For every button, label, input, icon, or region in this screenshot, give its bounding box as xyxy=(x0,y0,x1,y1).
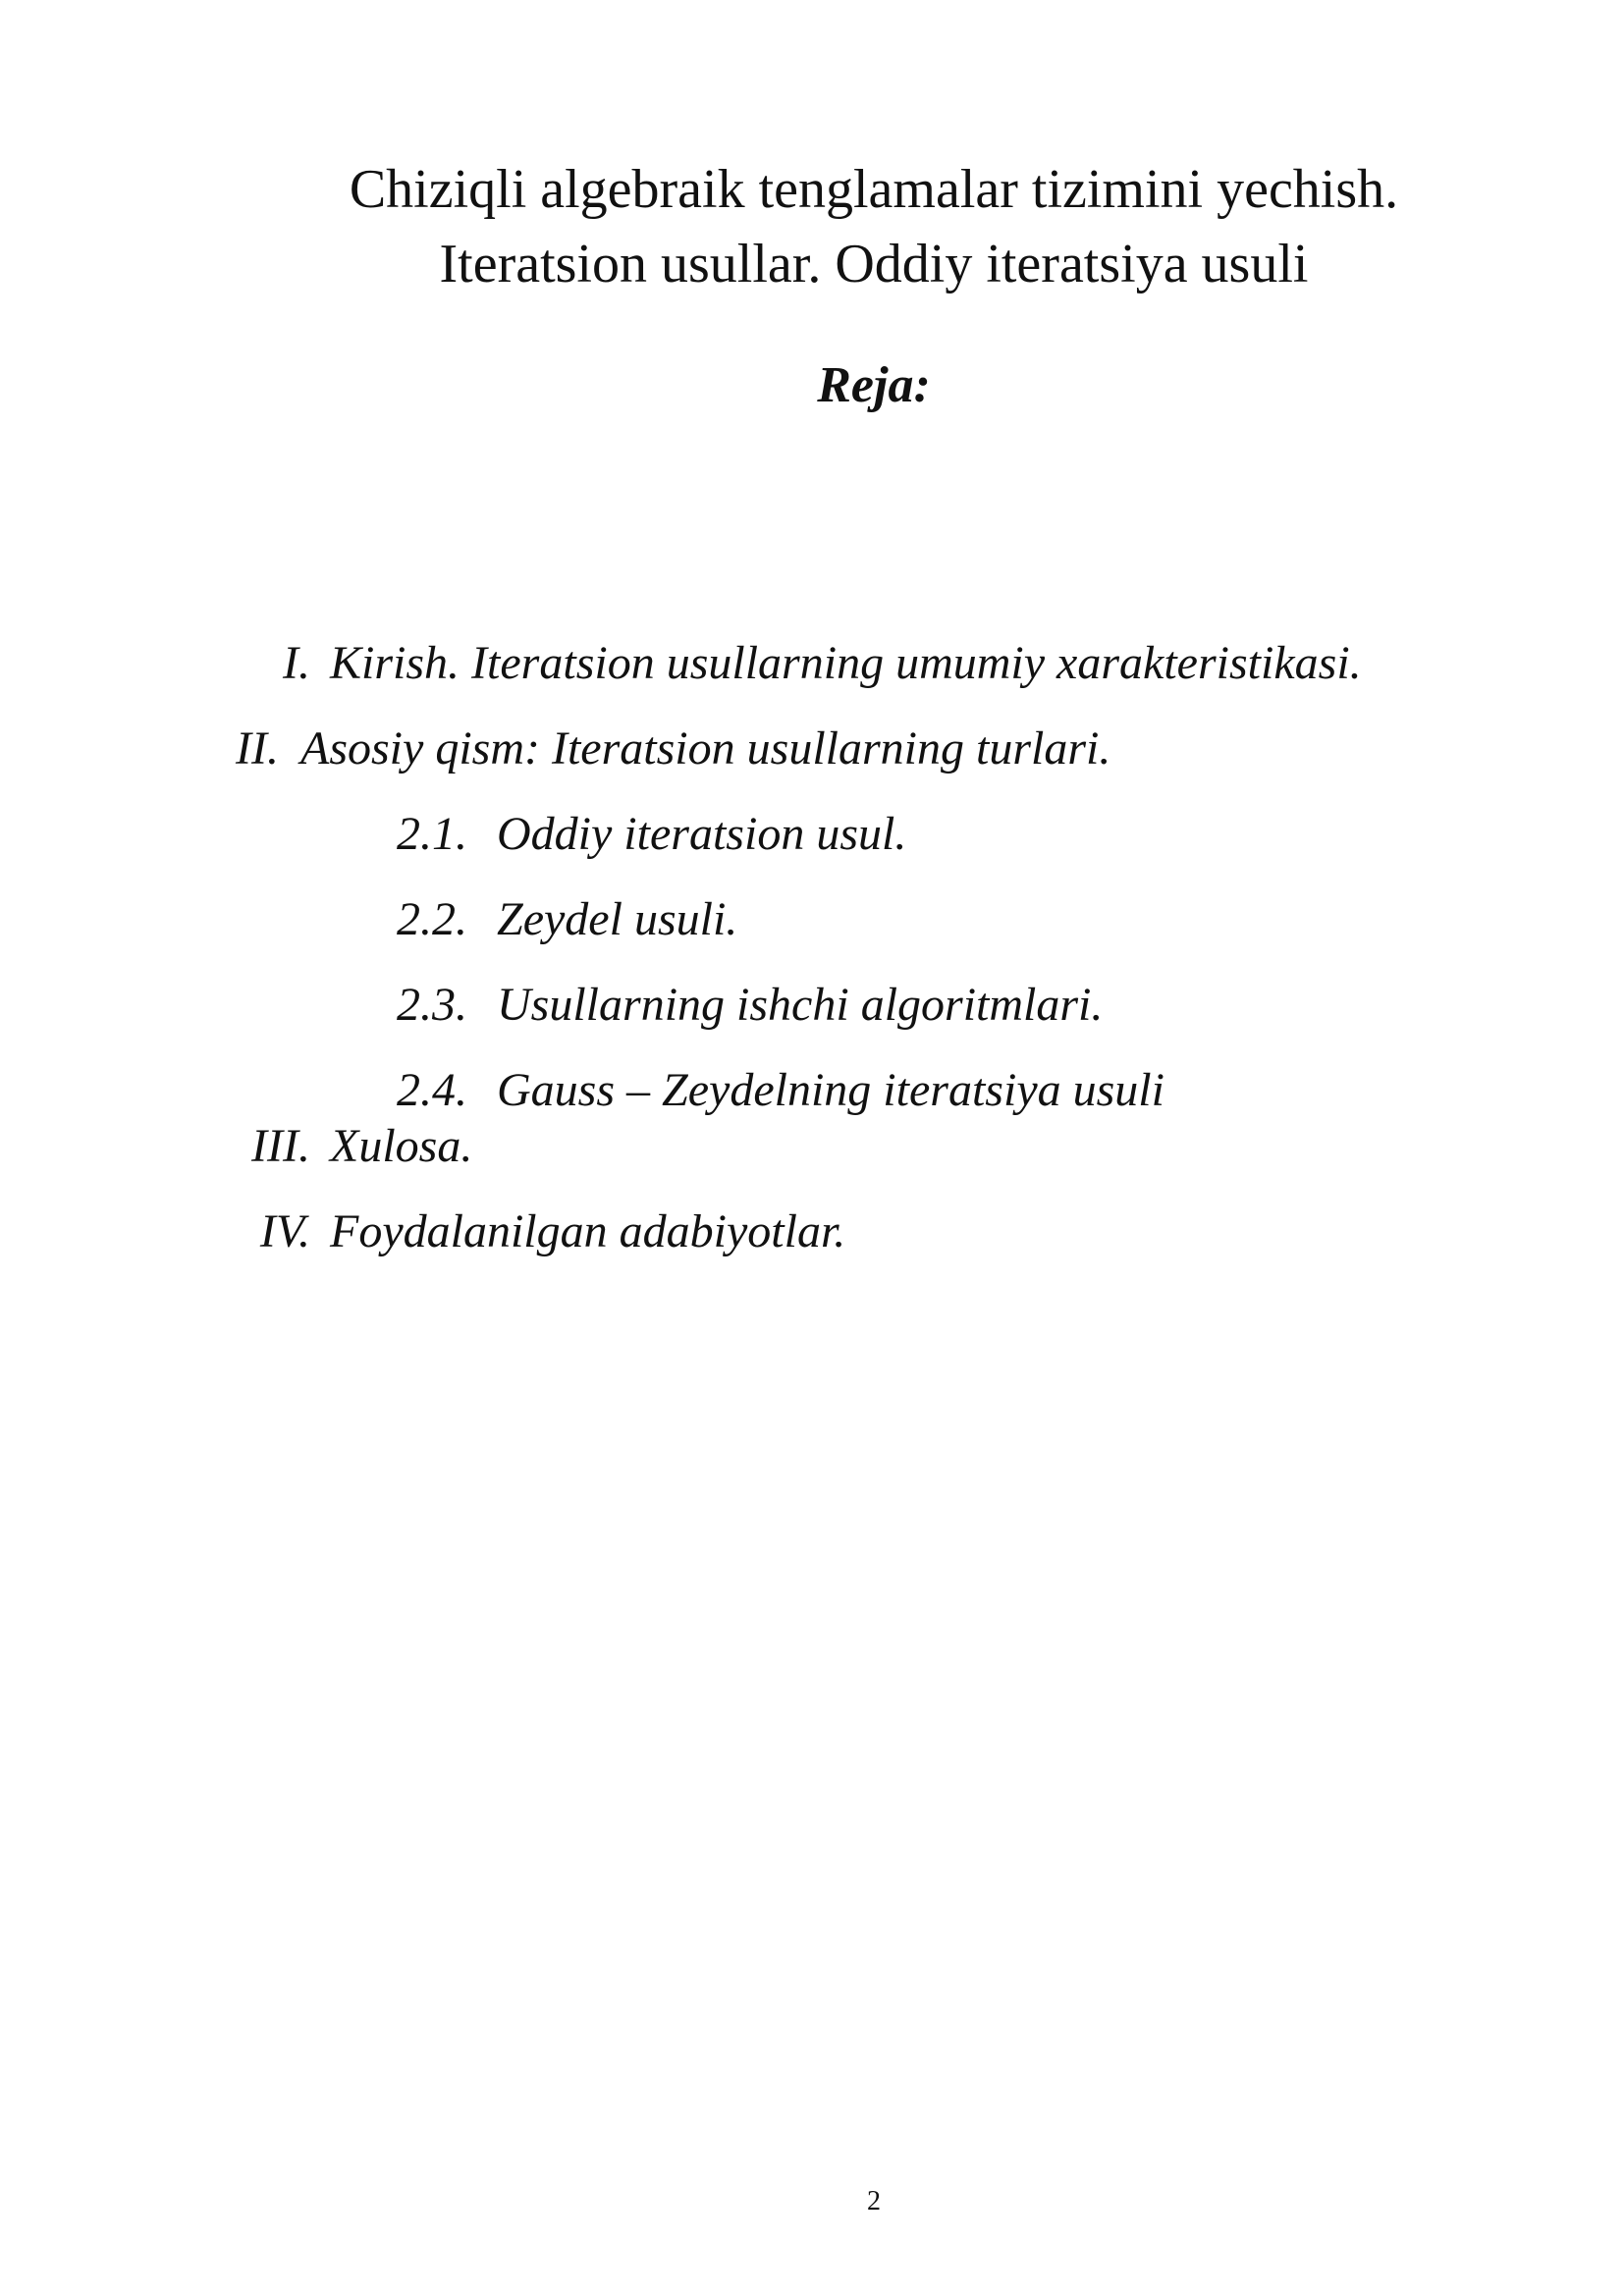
plan-item-text: Usullarning ishchi algoritmlari. xyxy=(497,979,1104,1031)
document-title-line-2: Iteratsion usullar. Oddiy iteratsiya usuli xyxy=(439,234,1309,294)
plan-item-number: I. xyxy=(283,637,310,689)
plan-item-4 xyxy=(0,890,1624,949)
plan-item-text: Xulosa. xyxy=(330,1120,473,1172)
plan-item-text: Foydalanilgan adabiyotlar. xyxy=(330,1205,846,1257)
plan-item-number: III. xyxy=(251,1120,310,1172)
plan-item-7 xyxy=(0,1117,1624,1176)
plan-item-number: 2.3. xyxy=(397,979,467,1031)
plan-item-6 xyxy=(0,1061,1624,1120)
plan-item-5 xyxy=(0,976,1624,1035)
plan-item-8 xyxy=(0,1202,1624,1261)
plan-heading: Reja: xyxy=(817,357,931,413)
plan-item-text: Kirish. Iteratsion usullarning umumiy xarakteristikasi. xyxy=(330,637,1362,689)
plan-item-1 xyxy=(0,634,1624,693)
plan-item-text: Gauss – Zeydelning iteratsiya usuli xyxy=(497,1064,1164,1116)
page-number: 2 xyxy=(867,2186,881,2216)
document-title-line-1: Chiziqli algebraik tenglamalar tizimini yechish. xyxy=(349,159,1399,220)
plan-item-text: Zeydel usuli. xyxy=(497,893,738,945)
plan-item-number: 2.2. xyxy=(397,893,467,945)
plan-item-number: II. xyxy=(236,722,279,774)
plan-item-3 xyxy=(0,805,1624,864)
plan-item-text: Asosiy qism: Iteratsion usullarning turlari. xyxy=(300,722,1111,774)
plan-item-number: 2.1. xyxy=(397,808,467,860)
plan-item-number: 2.4. xyxy=(397,1064,467,1116)
plan-item-2 xyxy=(0,720,1624,778)
plan-item-text: Oddiy iteratsion usul. xyxy=(497,808,907,860)
plan-item-number: IV. xyxy=(259,1205,310,1257)
